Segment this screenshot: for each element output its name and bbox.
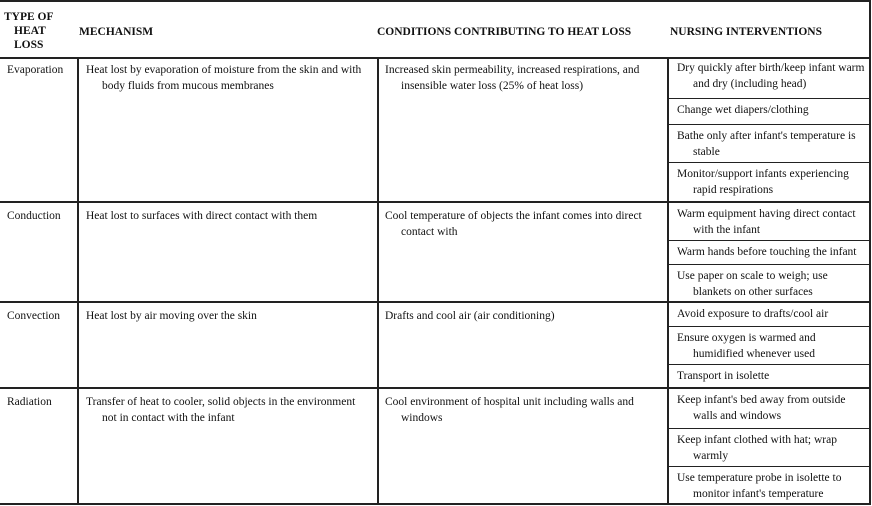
header-interventions: NURSING INTERVENTIONS <box>670 26 823 38</box>
type-cell: Evaporation <box>7 64 64 76</box>
intervention-item: Keep infant clothed with hat; wrap warmly <box>669 429 869 467</box>
conditions-text: Cool temperature of objects the infant comes into direct contact with <box>385 210 642 238</box>
intervention-item: Dry quickly after birth/keep infant warm and dry (including head) <box>669 57 869 99</box>
intervention-item: Ensure oxygen is warmed and humidified whenever used <box>669 327 869 365</box>
conditions-text: Increased skin permeability, increased respirations, and insensible water loss (25% of heat loss) <box>385 64 640 92</box>
type-cell: Conduction <box>7 210 61 222</box>
header-type-line3: LOSS <box>14 39 44 51</box>
table-header <box>0 2 869 59</box>
interventions-cell <box>667 203 869 301</box>
mechanism-cell <box>77 203 377 301</box>
conditions-text: Drafts and cool air (air conditioning) <box>385 310 555 322</box>
intervention-item: Use paper on scale to weigh; use blankets on other surfaces <box>677 270 828 298</box>
intervention-item: Keep infant's bed away from outside walls and windows <box>669 389 869 429</box>
mechanism-text: Heat lost by air moving over the skin <box>86 310 257 322</box>
table-row-radiation <box>0 389 869 505</box>
conditions-cell <box>377 303 667 387</box>
table-row-conduction <box>0 203 869 303</box>
table-row-evaporation <box>0 57 869 203</box>
mechanism-cell <box>77 303 377 387</box>
intervention-item: Warm equipment having direct contact with the infant <box>669 203 869 241</box>
header-mechanism: MECHANISM <box>79 26 154 38</box>
mechanism-cell <box>77 389 377 505</box>
mechanism-text: Transfer of heat to cooler, solid objects in the environment not in contact with the infant <box>86 396 356 424</box>
conditions-text: Cool environment of hospital unit including walls and windows <box>385 396 634 424</box>
mechanism-text: Heat lost to surfaces with direct contact with them <box>86 210 318 222</box>
conditions-cell <box>377 203 667 301</box>
intervention-item: Bathe only after infant's temperature is stable <box>669 125 869 163</box>
intervention-item: Warm hands before touching the infant <box>669 241 869 265</box>
header-type-of-heat-loss <box>4 10 72 52</box>
type-cell: Convection <box>7 310 61 322</box>
table-row-convection <box>0 303 869 389</box>
header-type-line1: TYPE OF <box>4 11 54 23</box>
mechanism-text: Heat lost by evaporation of moisture from the skin and with body fluids from mucous membranes <box>86 64 362 92</box>
mechanism-cell <box>77 57 377 201</box>
intervention-item: Use temperature probe in isolette to monitor infant's temperature <box>677 472 842 500</box>
intervention-item: Avoid exposure to drafts/cool air <box>669 303 869 327</box>
type-cell: Radiation <box>7 396 52 408</box>
interventions-cell <box>667 389 869 505</box>
intervention-item: Change wet diapers/clothing <box>669 99 869 125</box>
conditions-cell <box>377 389 667 505</box>
header-conditions: CONDITIONS CONTRIBUTING TO HEAT LOSS <box>377 26 632 38</box>
interventions-cell <box>667 303 869 387</box>
interventions-cell <box>667 57 869 201</box>
conditions-cell <box>377 57 667 201</box>
intervention-item: Monitor/support infants experiencing rapid respirations <box>677 168 849 196</box>
intervention-item: Transport in isolette <box>677 370 770 382</box>
header-type-line2: HEAT <box>14 25 46 37</box>
